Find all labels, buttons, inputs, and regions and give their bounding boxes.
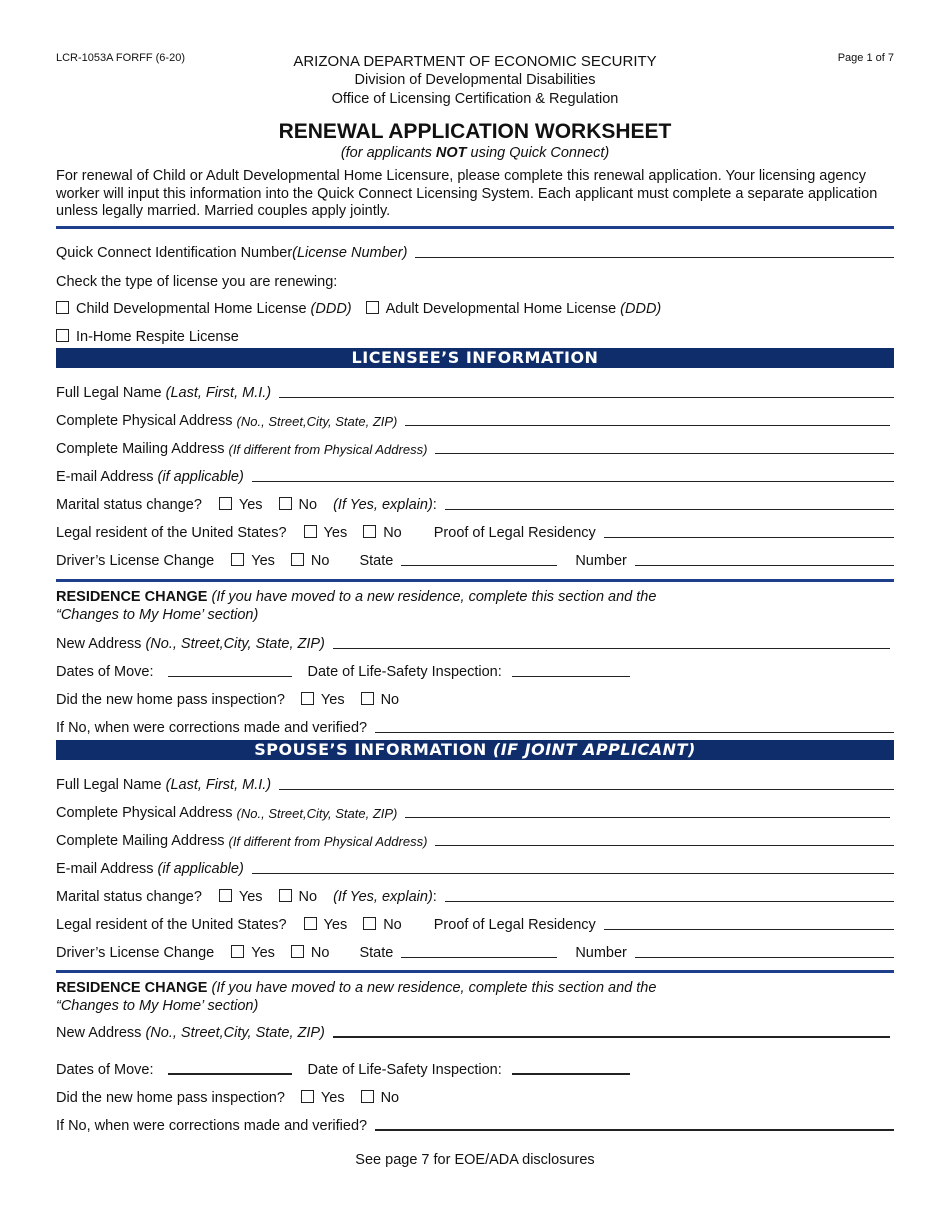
form-page (56, 0, 894, 1230)
life-safety-label: Date of Life-Safety Inspection: (307, 664, 502, 680)
adult-license-checkbox[interactable] (366, 301, 379, 314)
inspection-label: Did the new home pass inspection? (56, 692, 285, 708)
spouse-email-row (56, 855, 894, 877)
no-label: No (310, 553, 330, 569)
spouse-title: SPOUSE’S INFORMATION (254, 740, 493, 759)
full-name-hint: (Last, First, M.I.) (165, 385, 272, 401)
new-address-hint: (No., Street,City, State, ZIP) (145, 636, 325, 652)
spouse-hint: (IF JOINT APPLICANT) (492, 740, 696, 759)
spouse-dl-yes-checkbox[interactable] (231, 945, 244, 958)
res-title: RESIDENCE CHANGE (56, 980, 212, 996)
yes-label: Yes (238, 889, 263, 905)
licensee-legal-row (56, 519, 894, 541)
spouse-corrections-date-field[interactable] (375, 1113, 894, 1131)
child-license-hint: (DDD) (310, 301, 352, 317)
child-license-option[interactable] (56, 301, 352, 317)
child-license-label: Child Developmental Home License (76, 301, 307, 317)
subtitle-emphasis: NOT (435, 145, 467, 161)
licensee-mailing-address-field[interactable] (435, 437, 894, 454)
colon: : (432, 497, 437, 513)
section-divider (56, 579, 894, 582)
spouse-marital-yes-option[interactable] (219, 889, 263, 905)
physical-label: Complete Physical Address (56, 805, 233, 821)
adult-license-label: Adult Developmental Home License (385, 301, 617, 317)
spouse-dl-number-field[interactable] (635, 941, 894, 958)
corrections-date-field[interactable] (375, 716, 894, 733)
page-number: Page 1 of 7 (837, 52, 894, 64)
spouse-marital-row (56, 883, 894, 905)
spouse-section-header (56, 740, 894, 760)
yes-label: Yes (238, 497, 263, 513)
licensee-section-header: LICENSEE’S INFORMATION (56, 348, 894, 368)
res-hint: (If you have moved to a new residence, complete this section and the “Changes to My Home’ section) (56, 589, 657, 623)
explain-hint: (If Yes, explain) (333, 889, 433, 905)
licensee-mailing-row (56, 435, 894, 457)
inspection-yes-option[interactable] (301, 692, 345, 708)
state-label: State (359, 553, 394, 569)
full-name-label: Full Legal Name (56, 385, 162, 401)
mailing-label: Complete Mailing Address (56, 833, 225, 849)
marital-no-option[interactable] (279, 497, 318, 513)
full-name-label: Full Legal Name (56, 777, 162, 793)
spouse-new-address-row (56, 1019, 894, 1041)
respite-license-option[interactable] (56, 329, 239, 345)
dl-yes-option[interactable] (231, 553, 275, 569)
legal-no-option[interactable] (363, 525, 402, 541)
residence-change-heading (56, 588, 696, 624)
department-name: ARIZONA DEPARTMENT OF ECONOMIC SECURITY (293, 53, 657, 70)
marital-yes-option[interactable] (219, 497, 263, 513)
yes-label: Yes (251, 945, 275, 961)
email-hint: (if applicable) (157, 469, 244, 485)
corrections-label: If No, when were corrections made and verified? (56, 720, 368, 736)
section-divider (56, 226, 894, 229)
spouse-full-name-row (56, 771, 894, 793)
licensee-dl-state-field[interactable] (401, 549, 557, 566)
spouse-residence-change-heading (56, 979, 696, 1015)
yes-label: Yes (323, 917, 348, 933)
licensee-dl-number-field[interactable] (635, 549, 894, 566)
legal-yes-checkbox[interactable] (304, 525, 317, 538)
yes-label: Yes (251, 553, 275, 569)
spouse-mailing-row (56, 827, 894, 849)
spouse-marital-yes-checkbox[interactable] (219, 889, 232, 902)
state-label: State (359, 945, 394, 961)
spouse-physical-row (56, 799, 894, 821)
new-address-field[interactable] (333, 632, 890, 649)
number-label: Number (575, 945, 627, 961)
inspection-row (56, 686, 894, 708)
qc-label: Quick Connect Identification Number (56, 245, 293, 261)
new-address-row (56, 630, 894, 652)
inspection-no-checkbox[interactable] (361, 692, 374, 705)
spouse-proof-field[interactable] (604, 913, 894, 930)
page-title: RENEWAL APPLICATION WORKSHEET (278, 120, 672, 143)
spouse-dl-yes-option[interactable] (231, 945, 275, 961)
email-label: E-mail Address (56, 861, 154, 877)
adult-license-option[interactable] (366, 301, 662, 317)
spouse-marital-explain-field[interactable] (445, 885, 894, 902)
spouse-legal-no-checkbox[interactable] (363, 917, 376, 930)
move-dates-row (56, 658, 894, 680)
licensee-physical-row (56, 407, 894, 429)
spouse-legal-yes-checkbox[interactable] (304, 917, 317, 930)
adult-license-hint: (DDD) (620, 301, 662, 317)
no-label: No (380, 1090, 400, 1106)
yes-label: Yes (320, 692, 345, 708)
page-subtitle (56, 145, 894, 161)
licensee-email-row (56, 463, 894, 485)
intro-paragraph: For renewal of Child or Adult Developmental Home Licensure, please complete this renewal application. Your licensing agency worker will input this information into the Quick Connect Licensing System. Each applicant must complete a separate application unless legally married. Married couples apply jointly. (56, 168, 878, 219)
spouse-legal-no-option[interactable] (363, 917, 402, 933)
no-label: No (298, 497, 318, 513)
respite-license-label: In-Home Respite License (76, 329, 239, 345)
respite-license-row (56, 323, 894, 345)
licensee-email-field[interactable] (252, 465, 894, 482)
spouse-full-name-field[interactable] (279, 773, 894, 790)
inspection-label: Did the new home pass inspection? (56, 1090, 285, 1106)
spouse-inspection-no-checkbox[interactable] (361, 1090, 374, 1103)
marital-label: Marital status change? (56, 497, 202, 513)
subtitle-suffix: using Quick Connect) (466, 145, 610, 161)
mailing-hint: (If different from Physical Address) (228, 442, 428, 457)
mailing-label: Complete Mailing Address (56, 441, 225, 457)
spouse-inspection-no-option[interactable] (361, 1090, 400, 1106)
license-type-prompt-text: Check the type of license you are renewing: (56, 274, 338, 290)
move-date-field[interactable] (168, 660, 292, 677)
spouse-inspection-row (56, 1084, 894, 1106)
email-label: E-mail Address (56, 469, 154, 485)
no-label: No (383, 525, 402, 541)
licensee-full-name-field[interactable] (279, 381, 894, 398)
corrections-row (56, 714, 894, 736)
spouse-inspection-yes-checkbox[interactable] (301, 1090, 314, 1103)
spouse-marital-no-option[interactable] (279, 889, 318, 905)
yes-label: Yes (323, 525, 348, 541)
legal-yes-option[interactable] (304, 525, 348, 541)
dl-no-checkbox[interactable] (291, 553, 304, 566)
res-title: RESIDENCE CHANGE (56, 589, 212, 605)
spouse-move-date-field[interactable] (168, 1057, 292, 1075)
inspection-no-option[interactable] (361, 692, 400, 708)
quick-connect-id-field[interactable] (415, 241, 894, 258)
license-type-prompt (56, 268, 894, 290)
corrections-label: If No, when were corrections made and verified? (56, 1118, 368, 1134)
dl-label: Driver’s License Change (56, 945, 215, 961)
dl-label: Driver’s License Change (56, 553, 215, 569)
licensee-proof-field[interactable] (604, 521, 894, 538)
no-label: No (310, 945, 330, 961)
licensee-physical-address-field[interactable] (405, 409, 890, 426)
number-label: Number (575, 553, 627, 569)
explain-hint: (If Yes, explain) (333, 497, 433, 513)
colon: : (432, 889, 437, 905)
spouse-marital-no-checkbox[interactable] (279, 889, 292, 902)
marital-label: Marital status change? (56, 889, 202, 905)
no-label: No (380, 692, 400, 708)
life-safety-date-field[interactable] (512, 660, 630, 677)
spouse-corrections-row (56, 1112, 894, 1134)
mailing-hint: (If different from Physical Address) (228, 834, 428, 849)
office-name: Office of Licensing Certification & Regulation (331, 91, 619, 107)
no-label: No (298, 889, 318, 905)
licensee-marital-explain-field[interactable] (445, 493, 894, 510)
spouse-email-field[interactable] (252, 857, 894, 874)
inspection-yes-checkbox[interactable] (301, 692, 314, 705)
subtitle-prefix: (for applicants (340, 145, 436, 161)
proof-label: Proof of Legal Residency (433, 525, 596, 541)
dl-no-option[interactable] (291, 553, 330, 569)
licensee-full-name-row (56, 379, 894, 401)
spouse-dl-no-option[interactable] (291, 945, 330, 961)
child-license-checkbox[interactable] (56, 301, 69, 314)
full-name-hint: (Last, First, M.I.) (165, 777, 272, 793)
res-hint: (If you have moved to a new residence, complete this section and the “Changes to My Home’ section) (56, 980, 657, 1014)
spouse-life-safety-date-field[interactable] (512, 1057, 630, 1075)
spouse-legal-row (56, 911, 894, 933)
respite-license-checkbox[interactable] (56, 329, 69, 342)
dates-move-label: Dates of Move: (56, 1062, 154, 1078)
new-address-label: New Address (56, 1025, 142, 1041)
physical-label: Complete Physical Address (56, 413, 233, 429)
form-code: LCR-1053A FORFF (6-20) (56, 52, 185, 64)
licensee-dl-row (56, 547, 894, 569)
physical-hint: (No., Street,City, State, ZIP) (236, 806, 398, 821)
legal-no-checkbox[interactable] (363, 525, 376, 538)
dl-yes-checkbox[interactable] (231, 553, 244, 566)
legal-label: Legal resident of the United States? (56, 917, 287, 933)
email-hint: (if applicable) (157, 861, 244, 877)
spouse-mailing-address-field[interactable] (435, 829, 894, 846)
spouse-dl-state-field[interactable] (401, 941, 557, 958)
marital-no-checkbox[interactable] (279, 497, 292, 510)
spouse-physical-address-field[interactable] (405, 801, 890, 818)
life-safety-label: Date of Life-Safety Inspection: (307, 1062, 502, 1078)
section-divider (56, 970, 894, 973)
new-address-label: New Address (56, 636, 142, 652)
spouse-legal-yes-option[interactable] (304, 917, 348, 933)
licensee-marital-row (56, 491, 894, 513)
spouse-new-address-field[interactable] (333, 1020, 890, 1038)
no-label: No (383, 917, 402, 933)
dates-move-label: Dates of Move: (56, 664, 154, 680)
license-type-row (56, 295, 894, 317)
physical-hint: (No., Street,City, State, ZIP) (236, 414, 398, 429)
quick-connect-row (56, 239, 894, 261)
new-address-hint: (No., Street,City, State, ZIP) (145, 1025, 325, 1041)
footer-note: See page 7 for EOE/ADA disclosures (355, 1152, 595, 1168)
proof-label: Proof of Legal Residency (433, 917, 596, 933)
legal-label: Legal resident of the United States? (56, 525, 287, 541)
spouse-dl-row (56, 939, 894, 961)
qc-hint: (License Number) (292, 245, 408, 261)
division-name: Division of Developmental Disabilities (354, 72, 596, 88)
spouse-inspection-yes-option[interactable] (301, 1090, 345, 1106)
spouse-dl-no-checkbox[interactable] (291, 945, 304, 958)
marital-yes-checkbox[interactable] (219, 497, 232, 510)
spouse-move-dates-row (56, 1056, 894, 1078)
yes-label: Yes (320, 1090, 345, 1106)
